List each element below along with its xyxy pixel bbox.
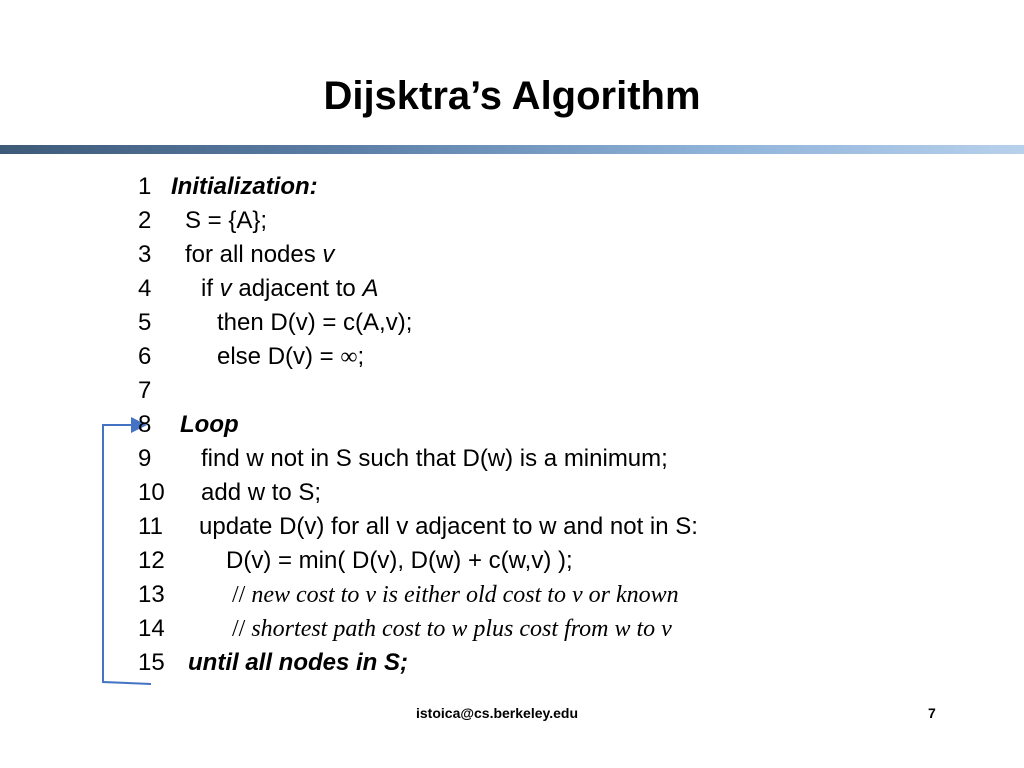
comment-slashes: // bbox=[232, 616, 246, 642]
code-text-part: if bbox=[201, 275, 220, 302]
code-text: find w not in S such that D(w) is a minimum; bbox=[201, 445, 668, 472]
comment-slashes: // bbox=[232, 582, 246, 608]
code-text-part: for all nodes bbox=[185, 241, 323, 268]
line-number: 8 bbox=[138, 411, 152, 438]
title-divider-bar bbox=[0, 145, 1024, 154]
initialization-label: Initialization: bbox=[171, 173, 318, 200]
loop-label: Loop bbox=[180, 411, 239, 438]
line-number: 10 bbox=[138, 479, 165, 506]
code-var-v: v bbox=[322, 241, 335, 268]
code-text: S = {A}; bbox=[185, 207, 268, 234]
code-text: update D(v) for all v adjacent to w and not in S: bbox=[199, 513, 698, 540]
code-text bbox=[217, 340, 364, 374]
code-comment bbox=[232, 578, 679, 612]
footer-email: istoica@cs.berkeley.edu bbox=[416, 705, 579, 721]
line-number: 1 bbox=[138, 173, 152, 200]
line-number: 7 bbox=[138, 377, 152, 404]
line-number: 15 bbox=[138, 649, 165, 676]
line-number: 13 bbox=[138, 581, 165, 608]
line-number: 3 bbox=[138, 241, 152, 268]
line-number: 4 bbox=[138, 275, 152, 302]
code-text-part: adjacent to bbox=[231, 275, 363, 302]
code-text: then D(v) = c(A,v); bbox=[217, 309, 413, 336]
line-number: 12 bbox=[138, 547, 165, 574]
code-var-v: v bbox=[219, 275, 232, 302]
code-text: add w to S; bbox=[201, 479, 322, 506]
code-text bbox=[185, 238, 334, 272]
comment-text: new cost to v is either old cost to v or known bbox=[245, 582, 679, 608]
code-text-part: ; bbox=[357, 343, 365, 370]
comment-text: shortest path cost to w plus cost from w to v bbox=[245, 616, 672, 642]
code-var-a: A bbox=[362, 275, 379, 302]
line-number: 14 bbox=[138, 615, 165, 642]
slide-title: Dijsktra’s Algorithm bbox=[323, 74, 701, 118]
line-number: 9 bbox=[138, 445, 152, 472]
code-comment bbox=[232, 612, 672, 646]
code-text-part: else D(v) = bbox=[217, 343, 341, 370]
infinity-symbol: ∞ bbox=[340, 344, 358, 370]
code-text bbox=[201, 272, 378, 306]
line-number: 5 bbox=[138, 309, 152, 336]
code-text: D(v) = min( D(v), D(w) + c(w,v) ); bbox=[226, 547, 573, 574]
line-number: 6 bbox=[138, 343, 152, 370]
page-number: 7 bbox=[928, 705, 936, 721]
line-number: 11 bbox=[138, 513, 163, 540]
line-number: 2 bbox=[138, 207, 152, 234]
until-label: until all nodes in S; bbox=[188, 649, 409, 676]
